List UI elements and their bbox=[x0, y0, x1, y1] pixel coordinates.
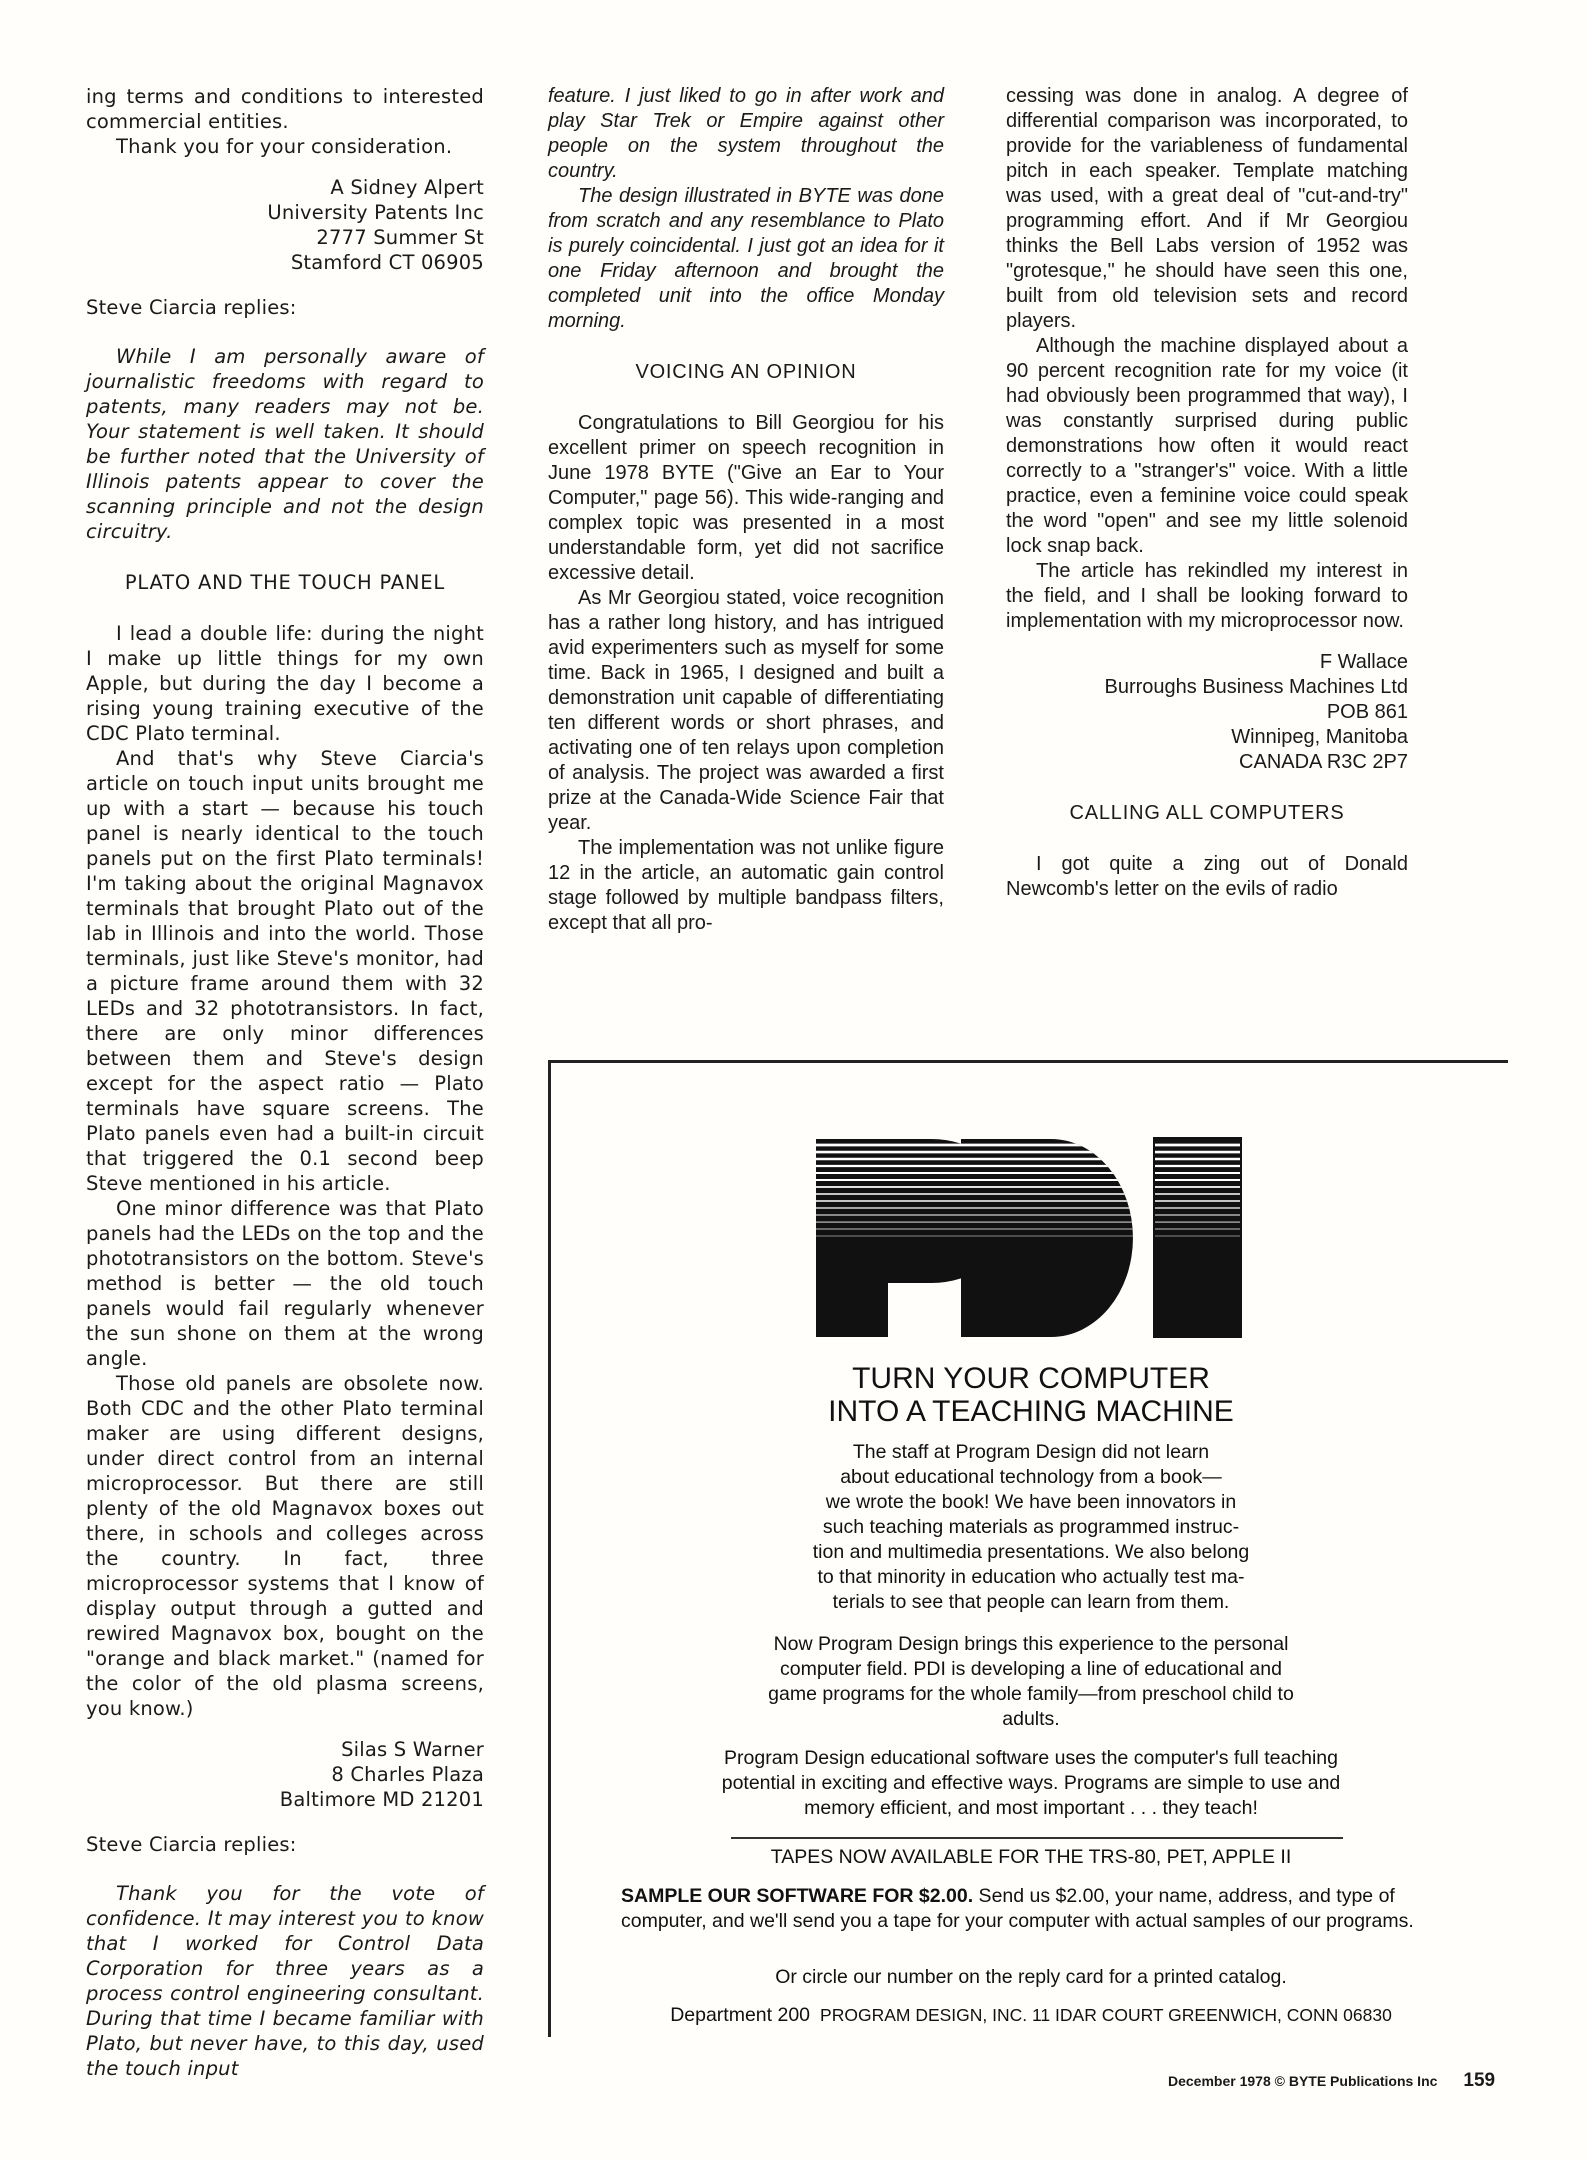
headline-line: TURN YOUR COMPUTER bbox=[852, 1362, 1210, 1395]
ad-line: we wrote the book! We have been innovators in bbox=[825, 1491, 1237, 1513]
paragraph: Although the machine displayed about a 90 percent recognition rate for my voice (it had obviously been programmed that way), I was constantly surprised during public demonstrations how often it would react correctly to a "stranger's" voice. With a little practice, even a feminine voice could speak the word "open" and see my little solenoid lock snap back. bbox=[1006, 335, 1408, 557]
column-2 bbox=[548, 84, 944, 936]
signature-line: Baltimore MD 21201 bbox=[279, 1788, 484, 1811]
ad-line: game programs for the whole family—from preschool child to bbox=[768, 1683, 1294, 1705]
paragraph: Congratulations to Bill Georgiou for his excellent primer on speech recognition in June 1978 BYTE ("Give an Ear to Your Computer," page 56). This wide-ranging and complex topic was presented in a most understandable form, yet did not sacrifice excessive detail. bbox=[548, 412, 944, 584]
reply-label: Steve Ciarcia replies: bbox=[86, 1833, 297, 1856]
signature bbox=[1006, 650, 1408, 775]
page-number: 159 bbox=[1463, 2070, 1496, 2091]
page-footer bbox=[1168, 2070, 1495, 2092]
ad-line: Now Program Design brings this experience to the personal bbox=[773, 1633, 1289, 1655]
ad-paragraph-2 bbox=[611, 1632, 1451, 1732]
paragraph: ing terms and conditions to interested commercial entities. bbox=[86, 85, 484, 133]
department: Department 200 bbox=[670, 2004, 811, 2026]
column-3 bbox=[1006, 84, 1408, 902]
signature-line: Winnipeg, Manitoba bbox=[1231, 726, 1408, 748]
paragraph: The implementation was not unlike figure 12 in the article, an automatic gain control stage followed by multiple bandpass filters, except that all pro- bbox=[548, 837, 944, 934]
ad-paragraph-1 bbox=[611, 1440, 1451, 1615]
ad-line: about educational technology from a book— bbox=[840, 1466, 1222, 1488]
paragraph: Thank you for your consideration. bbox=[116, 135, 453, 158]
signature-line: Burroughs Business Machines Ltd bbox=[1104, 676, 1408, 698]
company-address bbox=[551, 2004, 1511, 2027]
paragraph: As Mr Georgiou stated, voice recognition has a rather long history, and has intrigued avid experimenters such as myself for some time. Back in 1965, I designed and built a demonstration unit capable of differentiating ten different words or short phrases, and activating one of ten relays upon completion of analysis. The project was awarded a first prize at the Canada-Wide Science Fair that year. bbox=[548, 587, 944, 834]
signature-line: Stamford CT 06905 bbox=[290, 251, 484, 274]
ad-line: potential in exciting and effective ways. Programs are simple to use and bbox=[721, 1772, 1341, 1794]
ad-line: memory efficient, and most important . . . they teach! bbox=[804, 1797, 1258, 1819]
catalog-note: Or circle our number on the reply card for a printed catalog. bbox=[775, 1966, 1287, 1988]
tapes-available: TAPES NOW AVAILABLE FOR THE TRS-80, PET, APPLE II bbox=[770, 1846, 1292, 1868]
ad-line: terials to see that people can learn from them. bbox=[832, 1591, 1230, 1613]
ad-line: such teaching materials as programmed instruc- bbox=[822, 1516, 1240, 1538]
paragraph: And that's why Steve Ciarcia's article on touch input units brought me up with a start — because his touch panel is nearly identical to the touch panels put on the first Plato terminals! I'm taking about the original Magnavox terminals that brought Plato out of the lab in Illinois and into the world. Those terminals, just like Steve's monitor, had a picture frame around them with 32 LEDs and 32 phototransistors. In fact, there are only minor differences between them and Steve's design except for the aspect ratio — Plato terminals have square screens. The Plato panels even had a built-in circuit that triggered the 0.1 second beep Steve mentioned in his article. bbox=[86, 747, 484, 1195]
section-heading: VOICING AN OPINION bbox=[635, 361, 857, 383]
paragraph: I got quite a zing out of Donald Newcomb's letter on the evils of radio bbox=[1006, 853, 1408, 900]
column-1 bbox=[86, 84, 484, 2081]
ad-line: Program Design educational software uses the computer's full teaching bbox=[724, 1747, 1338, 1769]
footer-date: December 1978 © BYTE Publications Inc bbox=[1168, 2073, 1438, 2089]
signature bbox=[86, 175, 484, 275]
reply-label: Steve Ciarcia replies: bbox=[86, 296, 297, 319]
sample-offer-text: Send us $2.00, your name, address, and type of computer, and we'll send you a tape for your computer with actual samples of our programs. bbox=[621, 1885, 1414, 1932]
address: PROGRAM DESIGN, INC. 11 IDAR COURT GREENWICH, CONN 06830 bbox=[820, 2005, 1392, 2025]
pdi-logo bbox=[816, 1137, 1246, 1342]
signature-line: CANADA R3C 2P7 bbox=[1239, 751, 1408, 773]
ad-line: adults. bbox=[1002, 1708, 1060, 1730]
reply-paragraph: While I am personally aware of journalistic freedoms with regard to patents, many readers may not be. Your statement is well taken. It should be further noted that the University of Illinois patents appear to cover the scanning principle and not the design circuitry. bbox=[86, 345, 484, 543]
section-heading: CALLING ALL COMPUTERS bbox=[1069, 802, 1345, 824]
paragraph: One minor difference was that Plato panels had the LEDs on the top and the phototransistors on the bottom. Steve's method is better — the old touch panels would fail regularly whenever the sun shone on them at the wrong angle. bbox=[86, 1197, 484, 1370]
section-heading: PLATO AND THE TOUCH PANEL bbox=[124, 571, 446, 594]
ad-line: tion and multimedia presentations. We also belong bbox=[812, 1541, 1250, 1563]
reply-paragraph: feature. I just liked to go in after work and play Star Trek or Empire against other people on the system throughout the country. bbox=[548, 85, 944, 182]
signature-line: POB 861 bbox=[1326, 701, 1408, 723]
sample-offer-bold: SAMPLE OUR SOFTWARE FOR $2.00. bbox=[621, 1885, 974, 1907]
signature-line: Silas S Warner bbox=[341, 1738, 484, 1761]
signature-line: F Wallace bbox=[1319, 651, 1408, 673]
paragraph: cessing was done in analog. A degree of differential comparison was incorporated, to provide for the variableness of fundamental pitch in each speaker. Template matching was used, with a great deal of "cut-and-try" programming effort. And if Mr Georgiou thinks the Bell Labs version of 1952 was "grotesque," he should have seen this one, built from old television sets and record players. bbox=[1006, 85, 1408, 332]
sample-offer bbox=[621, 1884, 1421, 1934]
signature-line: A Sidney Alpert bbox=[330, 176, 484, 199]
signature-line: University Patents Inc bbox=[267, 201, 484, 224]
signature-line: 2777 Summer St bbox=[316, 226, 484, 249]
pdi-advertisement bbox=[548, 1062, 1508, 2037]
ad-line: computer field. PDI is developing a line of educational and bbox=[780, 1658, 1282, 1680]
paragraph: The article has rekindled my interest in the field, and I shall be looking forward to implementation with my microprocessor now. bbox=[1006, 560, 1408, 632]
ad-line: to that minority in education who actually test ma- bbox=[817, 1566, 1245, 1588]
paragraph: I lead a double life: during the night I make up little things for my own Apple, but during the day I become a rising young training executive of the CDC Plato terminal. bbox=[86, 622, 484, 745]
ad-divider bbox=[731, 1837, 1343, 1839]
reply-paragraph: Thank you for the vote of confidence. It may interest you to know that I worked for Control Data Corporation for three years as a process control engineering consultant. During that time I became familiar with Plato, but never have, to this day, used the touch input bbox=[86, 1882, 484, 2080]
reply-paragraph: The design illustrated in BYTE was done from scratch and any resemblance to Plato is purely coincidental. I just got an idea for it one Friday afternoon and brought the completed unit into the office Monday morning. bbox=[548, 185, 944, 332]
signature-line: 8 Charles Plaza bbox=[331, 1763, 484, 1786]
headline-line: INTO A TEACHING MACHINE bbox=[828, 1395, 1234, 1428]
paragraph: Those old panels are obsolete now. Both CDC and the other Plato terminal maker are using different designs, under direct control from an internal microprocessor. But there are still plenty of the old Magnavox boxes out there, in schools and colleges across the country. In fact, three microprocessor systems that I know of display output through a gutted and rewired Magnavox box, bought on the "orange and black market." (named for the color of the old plasma screens, you know.) bbox=[86, 1372, 484, 1720]
signature bbox=[86, 1737, 484, 1812]
ad-paragraph-3 bbox=[611, 1746, 1451, 1821]
ad-line: The staff at Program Design did not learn bbox=[852, 1441, 1210, 1463]
ad-headline bbox=[551, 1362, 1511, 1428]
